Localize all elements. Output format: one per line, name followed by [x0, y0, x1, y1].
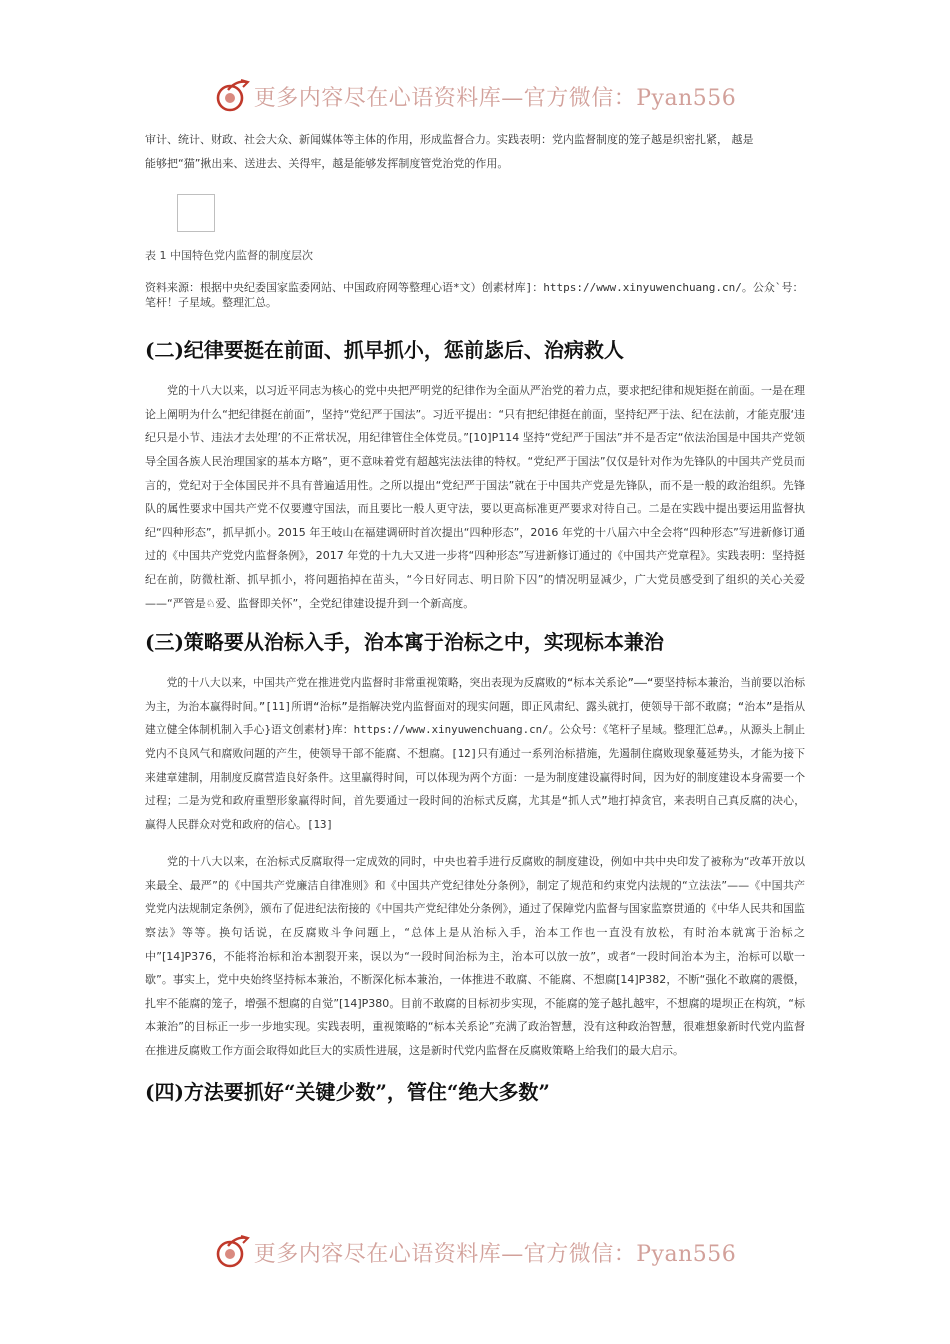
document-body	[145, 128, 805, 1107]
footer-banner	[0, 1232, 950, 1272]
section-3-paragraph-1: 党的十八大以来，中国共产党在推进党内监督时非常重视策略，突出表现为反腐败的“标本关系论”——“要坚持标本兼治，当前要以治标为主，为治本赢得时间。”[11]所谓“治标”是指解决党内监督面对的现实问题，即正风肃纪、露头就打，使领导干部不敢腐；“治本”是指从建立健全体制机制入手心}语文创素材}库：https://www.xinyuwenchuang.cn/。公众号：《笔杆子星域。整理汇总#。，从源头上制止党内不良风气和腐败问题的产生，使领导干部不能腐、不想腐。[12]只有通过一系列治标措施，先遏制住腐败现象蔓延势头，才能为接下来建章建制，用制度反腐营造良好条件。这里赢得时间，可以体现为两个方面：一是为制度建设赢得时间，因为好的制度建设本身需要一个过程；二是为党和政府重塑形象赢得时间，首先要通过一段时间的治标式反腐，尤其是“抓人式”地打掉贪官，来表明自己真反腐的决心，赢得人民群众对党和政府的信心。[13]	[145, 676, 805, 831]
section-heading-4: (四)方法要抓好“关键少数”，管住“绝大多数”	[145, 1079, 550, 1104]
section-heading-3: (三)策略要从治标入手，治本寓于治标之中，实现标本兼治	[145, 630, 664, 655]
source-note: 资料来源：根据中央纪委国家监委网站、中国政府网等整理心语*文）创素材库]：https://www.xinyuwenchuang.cn/。公众`号：笔杆！子星域。整理汇总。	[145, 281, 804, 310]
section-3-paragraph-2: 党的十八大以来，在治标式反腐取得一定成效的同时，中央也着手进行反腐败的制度建设，例如中共中央印发了被称为“改革开放以来最全、最严”的《中国共产党廉洁自律准则》和《中国共产党纪律处分条例》，制定了规范和约束党内法规的“立法法”——《中国共产党党内法规制定条例》，颁布了促进纪法衔接的《中国共产党纪律处分条例》，通过了保障党内监督与国家监察贯通的《中华人民共和国监察法》等等。换句话说，在反腐败斗争问题上，“总体上是从治标入手，治本工作也一直没有放松，有时治本就寓于治标之中”[14]P376，不能将治标和治本割裂开来，误以为“一段时间治标为主，治本可以放一放”，或者“一段时间治本为主，治标可以歇一歇”。事实上，党中央始终坚持标本兼治，不断深化标本兼治，一体推进不敢腐、不能腐、不想腐[14]P382，不断“强化不敢腐的震慑，扎牢不能腐的笼子，增强不想腐的自觉”[14]P380。目前不敢腐的目标初步实现，不能腐的笼子越扎越牢，不想腐的堤坝正在构筑，“标本兼治”的目标正一步一步地实现。实践表明，重视策略的“标本关系论”充满了政治智慧，没有这种政治智慧，很难想象新时代党内监督在推进反腐败工作方面会取得如此巨大的实质性进展，这是新时代党内监督在反腐败策略上给我们的最大启示。	[145, 855, 805, 1058]
brand-logo-icon	[214, 1234, 250, 1270]
banner-text: 更多内容尽在心语资料库—官方微信：Pyan556	[253, 1241, 737, 1267]
brand-logo-icon	[214, 78, 250, 114]
table-caption: 表 1 中国特色党内监督的制度层次	[145, 249, 313, 263]
intro-line: 审计、统计、财政、社会大众、新闻媒体等主体的作用，形成监督合力。实践表明：党内监督制度的笼子越是织密扎紧， 越是	[145, 133, 754, 146]
missing-image-placeholder	[177, 194, 215, 232]
section-2-paragraph: 党的十八大以来，以习近平同志为核心的党中央把严明党的纪律作为全面从严治党的着力点，要求把纪律和规矩挺在前面。一是在理论上阐明为什么“把纪律挺在前面”，坚持“党纪严于国法”。习近平提出：“只有把纪律挺在前面，坚持纪严于法、纪在法前，才能克服‘违纪只是小节、违法才去处理’的不正常状况，用纪律管住全体党员。”[10]P114 坚持“党纪严于国法”并不是否定“依法治国是中国共产党领导全国各族人民治理国家的基本方略”，更不意味着党有超越宪法法律的特权。“党纪严于国法”仅仅是针对作为先锋队的中国共产党员而言的，党纪对于全体国民并不具有普遍适用性。之所以提出“党纪严于国法”就在于中国共产党是先锋队，而不是一般的政治组织。先锋队的属性要求中国共产党不仅要遵守国法，而且要比一般人更守法，要以更高标准更严要求对待自己。二是在实践中提出要运用监督执纪“四种形态”，抓早抓小。2015 年王岐山在福建调研时首次提出“四种形态”，2016 年党的十八届六中全会将“四种形态”写进新修订通过的《中国共产党党内监督条例》，2017 年党的十九大又进一步将“四种形态”写进新修订通过的《中国共产党章程》。实践表明：坚持挺纪在前，防微杜渐、抓早抓小，将问题掐掉在苗头，“今日好同志、明日阶下囚”的情况明显减少，广大党员感受到了组织的关心关爱——“严管是♘爱、监督即关怀”，全党纪律建设提升到一个新高度。	[145, 384, 805, 610]
intro-line: 能够把“猫”揪出来、送进去、关得牢，越是能够发挥制度管党治党的作用。	[145, 156, 509, 170]
banner-text: 更多内容尽在心语资料库—官方微信：Pyan556	[253, 85, 737, 111]
section-heading-2: (二)纪律要挺在前面、抓早抓小，惩前毖后、治病救人	[145, 338, 624, 363]
header-banner	[0, 76, 950, 116]
